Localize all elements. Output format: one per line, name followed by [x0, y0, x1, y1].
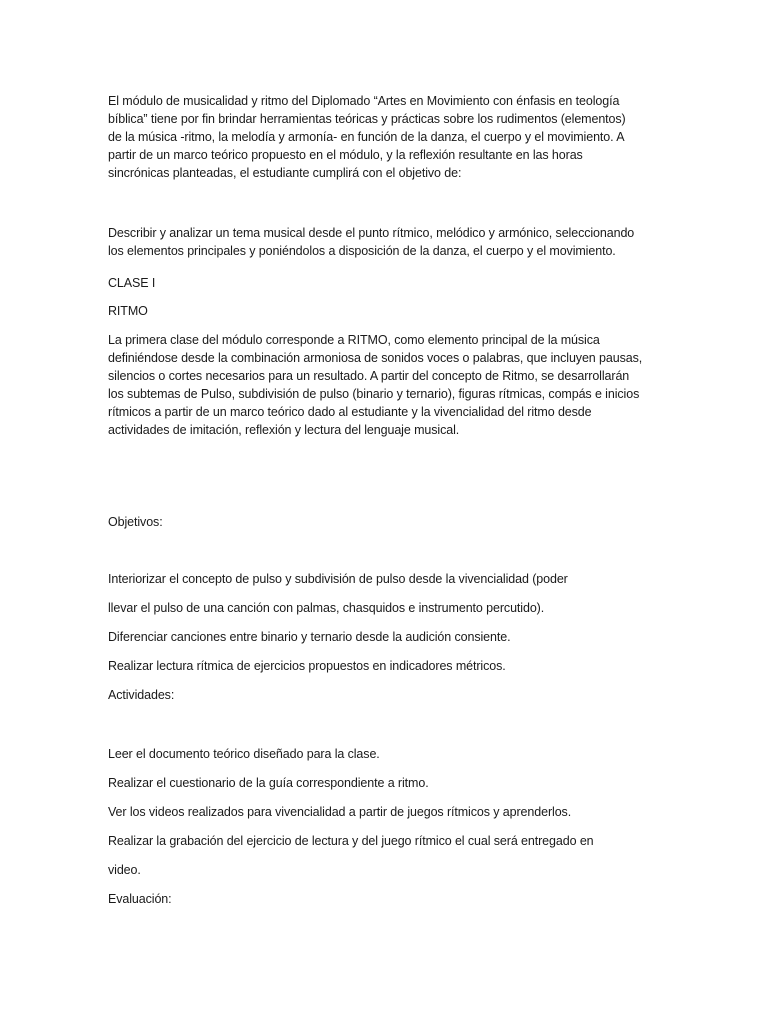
intro-line: bíblica” tiene por fin brindar herramientas teóricas y prácticas sobre los rudimentos (elementos) [108, 112, 626, 126]
activity-item: Realizar el cuestionario de la guía correspondiente a ritmo. [108, 776, 429, 790]
activity-item: Ver los videos realizados para vivencialidad a partir de juegos rítmicos y aprenderlos. [108, 805, 572, 819]
intro-paragraph [108, 92, 668, 182]
intro-line: de la música -ritmo, la melodía y armonía- en función de la danza, el cuerpo y el movimiento. A [108, 130, 625, 144]
intro-line: sincrónicas planteadas, el estudiante cumplirá con el objetivo de: [108, 166, 462, 180]
class-description-paragraph [108, 331, 668, 439]
description-line: silencios o cortes necesarios para un resultado. A partir del concepto de Ritmo, se desarrollarán [108, 369, 630, 383]
objective-item: llevar el pulso de una canción con palmas, chasquidos e instrumento percutido). [108, 601, 545, 615]
description-line: definiéndose desde la combinación armoniosa de sonidos voces o palabras, que incluyen pausas, [108, 351, 643, 365]
class-heading: CLASE I [108, 276, 156, 290]
objective-line: Describir y analizar un tema musical desde el punto rítmico, melódico y armónico, seleccionando [108, 226, 635, 240]
activity-item: Leer el documento teórico diseñado para la clase. [108, 747, 380, 761]
description-line: La primera clase del módulo corresponde a RITMO, como elemento principal de la música [108, 333, 600, 347]
description-line: actividades de imitación, reflexión y lectura del lenguaje musical. [108, 423, 460, 437]
activity-item: Realizar la grabación del ejercicio de lectura y del juego rítmico el cual será entregado en [108, 834, 594, 848]
description-line: los subtemas de Pulso, subdivisión de pulso (binario y ternario), figuras rítmicas, compás e inicios [108, 387, 640, 401]
intro-line: El módulo de musicalidad y ritmo del Diplomado “Artes en Movimiento con énfasis en teología [108, 94, 620, 108]
evaluation-heading: Evaluación: [108, 892, 172, 906]
objectives-heading: Objetivos: [108, 515, 163, 529]
objective-item: Interiorizar el concepto de pulso y subdivisión de pulso desde la vivencialidad (poder [108, 572, 568, 586]
objective-item: Realizar lectura rítmica de ejercicios propuestos en indicadores métricos. [108, 659, 506, 673]
objective-line: los elementos principales y poniéndolos a disposición de la danza, el cuerpo y el movimiento. [108, 244, 616, 258]
intro-line: partir de un marco teórico propuesto en el módulo, y la reflexión resultante en las horas [108, 148, 583, 162]
activity-item: video. [108, 863, 141, 877]
topic-heading: RITMO [108, 304, 148, 318]
description-line: rítmicos a partir de un marco teórico dado al estudiante y la vivencialidad del ritmo desde [108, 405, 592, 419]
activities-heading: Actividades: [108, 688, 175, 702]
objective-item: Diferenciar canciones entre binario y ternario desde la audición consiente. [108, 630, 511, 644]
objective-paragraph [108, 224, 668, 260]
